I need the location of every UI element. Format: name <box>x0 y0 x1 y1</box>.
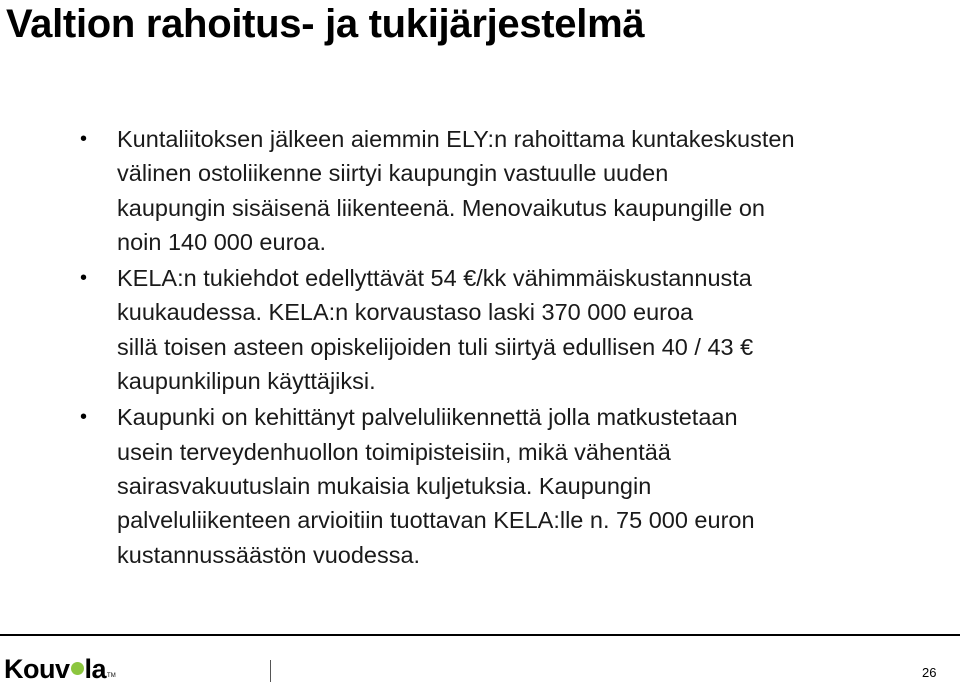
bullet-icon: • <box>80 128 88 150</box>
footer-divider <box>0 634 960 636</box>
bullet-text-line: kuukaudessa. KELA:n korvaustaso laski 370 000 euroa <box>117 299 694 326</box>
bullet-item <box>80 122 950 259</box>
logo-trademark: TM <box>107 673 116 679</box>
bullet-text-line: kaupungin sisäisenä liikenteenä. Menovaikutus kaupungille on <box>117 194 765 221</box>
kouvola-logo <box>4 650 116 684</box>
logo-o-icon <box>71 662 84 675</box>
bullet-text-line: kaupunkilipun käyttäjiksi. <box>117 368 376 395</box>
bullet-text-line: kustannussäästön vuodessa. <box>117 541 421 568</box>
bullet-list <box>80 122 950 574</box>
bullet-text-line: Kaupunki on kehittänyt palveluliikennettä jolla matkustetaan <box>117 404 738 431</box>
bullet-item <box>80 400 950 571</box>
bullet-text-line: palveluliikenteen arvioitiin tuottavan KELA:lle n. 75 000 euron <box>117 507 755 534</box>
bullet-icon: • <box>80 267 88 290</box>
bullet-text-line: noin 140 000 euroa. <box>117 228 327 255</box>
logo-text-part: Kouv <box>4 654 70 684</box>
bullet-item <box>80 261 950 398</box>
page-number: 26 <box>922 665 937 680</box>
bullet-text-line: usein terveydenhuollon toimipisteisiin, mikä vähentää <box>117 438 671 465</box>
bullet-text-line: KELA:n tukiehdot edellyttävät 54 €/kk vähimmäiskustannusta <box>117 265 752 292</box>
logo-text-part: la <box>84 654 107 684</box>
slide-title: Valtion rahoitus- ja tukijärjestelmä <box>6 2 645 46</box>
bullet-text-line: Kuntaliitoksen jälkeen aiemmin ELY:n rahoittama kuntakeskusten <box>117 126 795 152</box>
bullet-text-line: sillä toisen asteen opiskelijoiden tuli siirtyä edullisen 40 / 43 € <box>117 333 754 360</box>
footer-separator <box>270 660 271 682</box>
logo-wordmark <box>4 654 106 684</box>
bullet-text-line: välinen ostoliikenne siirtyi kaupungin vastuulle uuden <box>117 160 669 187</box>
bullet-icon: • <box>80 406 88 429</box>
bullet-text-line: sairasvakuutuslain mukaisia kuljetuksia. Kaupungin <box>117 472 652 499</box>
